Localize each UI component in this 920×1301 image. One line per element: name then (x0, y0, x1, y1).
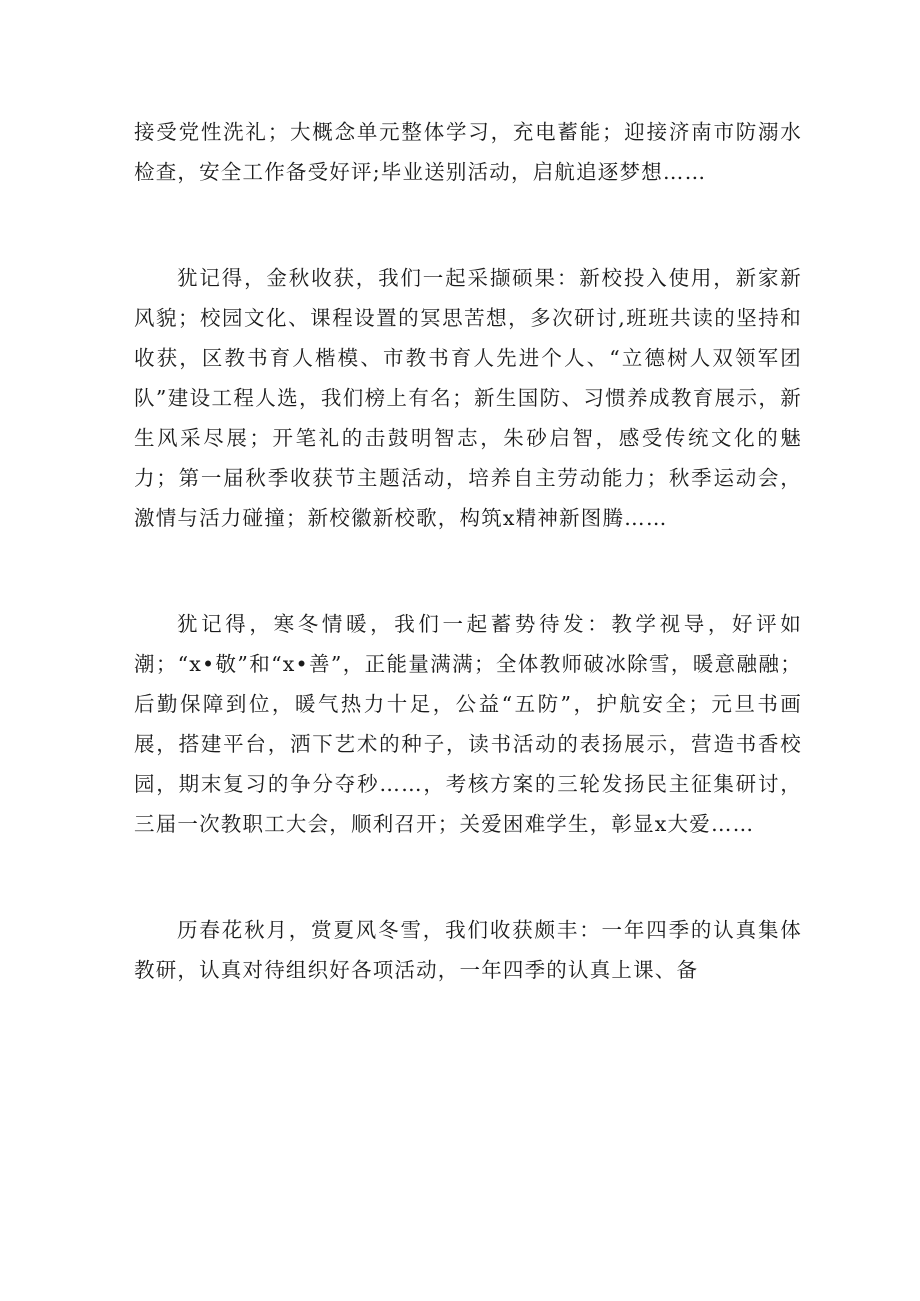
paragraph-gap (134, 192, 802, 258)
paragraph-3: 犹记得，寒冬情暖，我们一起蓄势待发：教学视导，好评如潮；“x•敬”和“x•善”，正能量满满；全体教师破冰除雪，暖意融融；后勤保障到位，暖气热力十足，公益“五防”，护航安全；元旦书画展，搭建平台，洒下艺术的种子，读书活动的表扬展示，营造书香校园，期末复习的争分夺秒……，考核方案的三轮发扬民主征集研讨，三届一次教职工大会，顺利召开；关爱困难学生，彰显x大爱…… (134, 612, 802, 836)
paragraph-4: 历春花秋月，赏夏风冬雪，我们收获颇丰：一年四季的认真集体教研，认真对待组织好各项活动，一年四季的认真上课、备 (134, 918, 802, 982)
paragraph-gap (134, 844, 802, 910)
paragraph-gap (134, 538, 802, 604)
paragraph-1: 接受党性洗礼；大概念单元整体学习，充电蓄能；迎接济南市防溺水检查，安全工作备受好评;毕业送别活动，启航追逐梦想…… (134, 120, 802, 184)
paragraph-2: 犹记得，金秋收获，我们一起采撷硕果：新校投入使用，新家新风貌；校园文化、课程设置的冥思苦想，多次研讨,班班共读的坚持和收获，区教书育人楷模、市教书育人先进个人、“立德树人双领军团队”建设工程人选，我们榜上有名；新生国防、习惯养成教育展示，新生风采尽展；开笔礼的击鼓明智志，朱砂启智，感受传统文化的魅力；第一届秋季收获节主题活动，培养自主劳动能力；秋季运动会，激情与活力碰撞；新校徽新校歌，构筑x精神新图腾…… (134, 266, 802, 530)
document-body (134, 112, 802, 990)
